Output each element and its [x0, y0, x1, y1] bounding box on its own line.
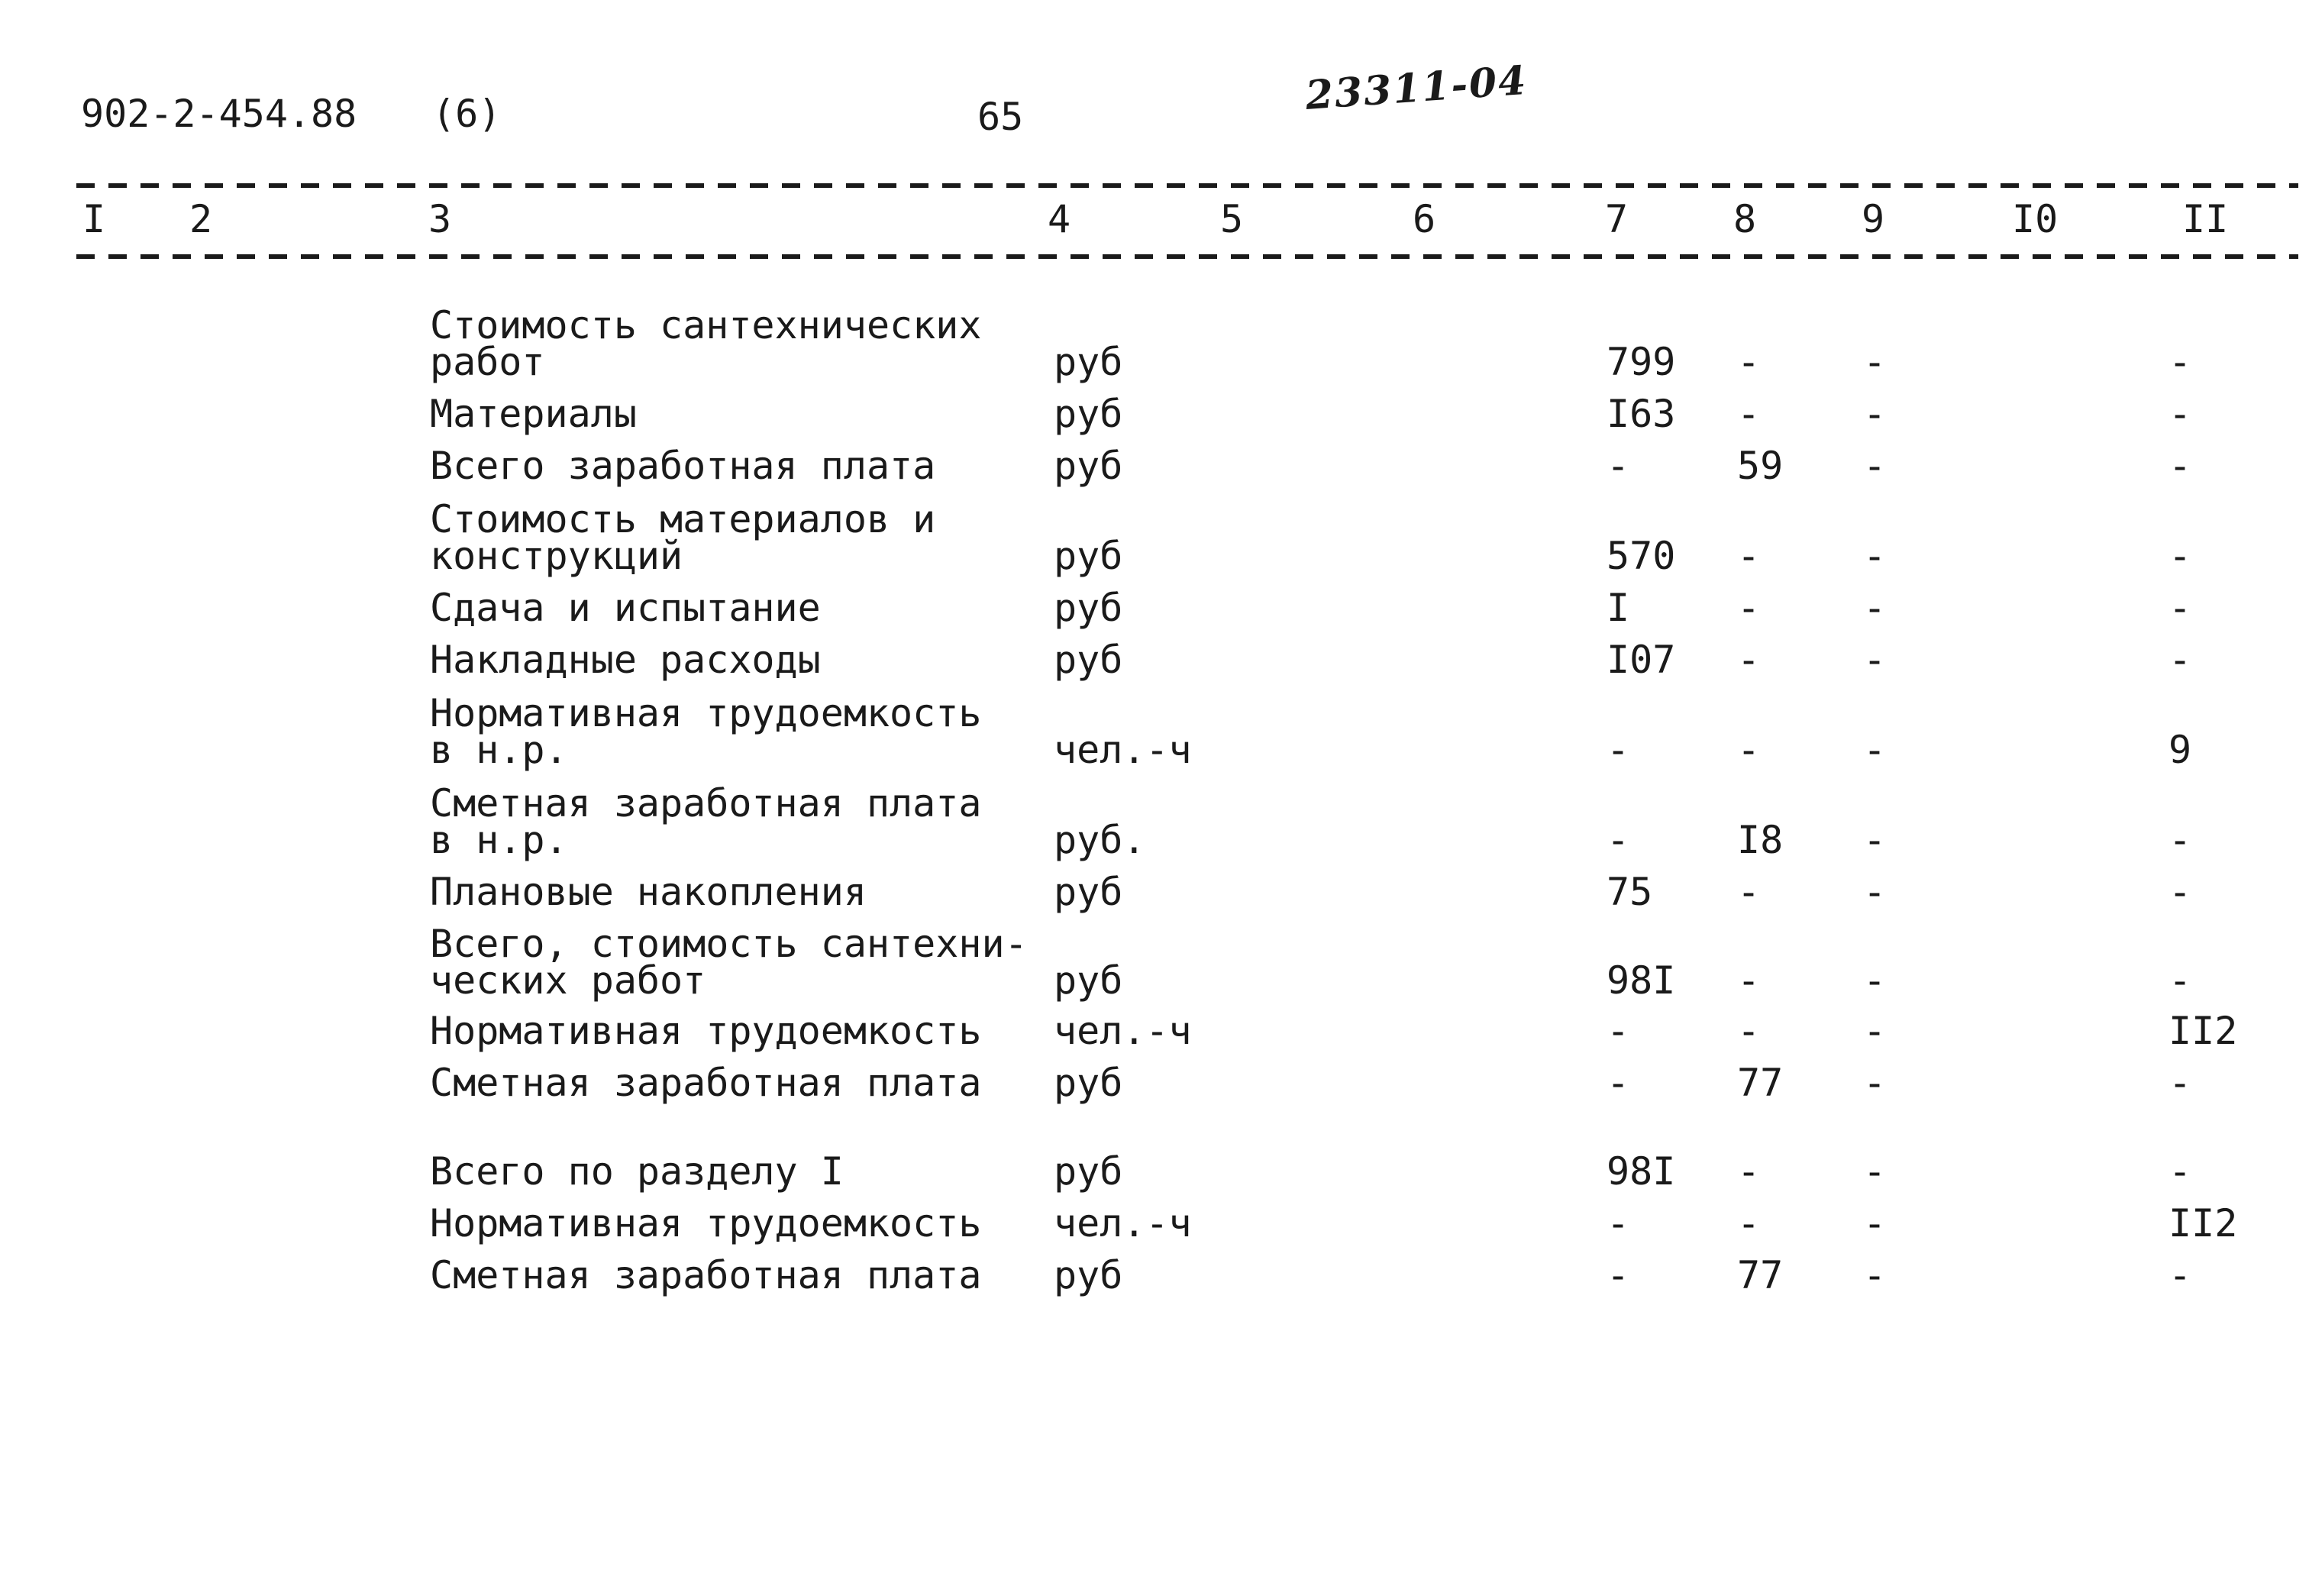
row-1-description: Стоимость сантехнических работ — [430, 303, 982, 384]
row-7-description: Нормативная трудоемкость в н.р. — [430, 691, 982, 772]
row-2-description: Материалы — [430, 392, 637, 436]
row-12-col7: - — [1607, 1061, 1630, 1105]
column-number-3: 3 — [428, 197, 452, 241]
row-14-col7: - — [1607, 1201, 1630, 1245]
row-10-col7: 98I — [1607, 958, 1676, 1003]
row-9-col9: - — [1863, 870, 1887, 914]
column-number-9: 9 — [1862, 197, 1885, 241]
row-2-col8: - — [1737, 392, 1761, 436]
row-1-col11: - — [2169, 340, 2192, 384]
row-15-unit: руб — [1054, 1253, 1123, 1297]
page-number: 65 — [977, 95, 1024, 139]
row-10-col11: - — [2169, 958, 2192, 1003]
column-number-6: 6 — [1413, 197, 1436, 241]
row-7-col9: - — [1863, 728, 1887, 772]
row-13-col7: 98I — [1607, 1149, 1676, 1194]
row-5-description: Сдача и испытание — [430, 586, 821, 630]
row-12-description: Сметная заработная плата — [430, 1061, 982, 1105]
row-6-col11: - — [2169, 638, 2192, 682]
row-8-col9: - — [1863, 818, 1887, 862]
row-12-col9: - — [1863, 1061, 1887, 1105]
row-1-col9: - — [1863, 340, 1887, 384]
row-15-col11: - — [2169, 1253, 2192, 1297]
row-9-unit: руб — [1054, 870, 1123, 914]
row-8-col8: I8 — [1737, 818, 1784, 862]
row-8-unit: руб. — [1054, 818, 1146, 862]
row-14-description: Нормативная трудоемкость — [430, 1201, 982, 1245]
column-number-1: I — [82, 197, 106, 241]
row-4-description: Стоимость материалов и конструкций — [430, 497, 936, 578]
row-1-col8: - — [1737, 340, 1761, 384]
row-3-col11: - — [2169, 444, 2192, 488]
row-4-col9: - — [1863, 534, 1887, 578]
row-11-col8: - — [1737, 1009, 1761, 1053]
row-3-col8: 59 — [1737, 444, 1784, 488]
row-6-unit: руб — [1054, 638, 1123, 682]
row-5-col9: - — [1863, 586, 1887, 630]
row-13-col9: - — [1863, 1149, 1887, 1194]
row-5-col8: - — [1737, 586, 1761, 630]
doc-part: (6) — [432, 92, 502, 136]
row-1-col7: 799 — [1607, 340, 1676, 384]
row-6-col7: I07 — [1607, 638, 1676, 682]
row-10-unit: руб — [1054, 958, 1123, 1003]
row-8-col7: - — [1607, 818, 1630, 862]
column-number-7: 7 — [1605, 197, 1629, 241]
row-4-col8: - — [1737, 534, 1761, 578]
row-8-col11: - — [2169, 818, 2192, 862]
column-number-2: 2 — [189, 197, 213, 241]
row-5-unit: руб — [1054, 586, 1123, 630]
row-9-description: Плановые накопления — [430, 870, 867, 914]
column-number-8: 8 — [1733, 197, 1757, 241]
row-12-unit: руб — [1054, 1061, 1123, 1105]
row-11-col7: - — [1607, 1009, 1630, 1053]
row-7-unit: чел.-ч — [1054, 728, 1192, 772]
row-15-col8: 77 — [1737, 1253, 1784, 1297]
row-3-col7: - — [1607, 444, 1630, 488]
column-number-5: 5 — [1220, 197, 1244, 241]
row-11-description: Нормативная трудоемкость — [430, 1009, 982, 1053]
row-1-unit: руб — [1054, 340, 1123, 384]
row-14-col9: - — [1863, 1201, 1887, 1245]
row-15-description: Сметная заработная плата — [430, 1253, 982, 1297]
row-4-unit: руб — [1054, 534, 1123, 578]
row-8-description: Сметная заработная плата в н.р. — [430, 781, 982, 862]
row-14-col8: - — [1737, 1201, 1761, 1245]
table-header-rule — [76, 254, 2298, 259]
row-10-description: Всего, стоимость сантехни- ческих работ — [430, 922, 1028, 1003]
row-6-col8: - — [1737, 638, 1761, 682]
row-2-col11: - — [2169, 392, 2192, 436]
row-12-col11: - — [2169, 1061, 2192, 1105]
row-14-unit: чел.-ч — [1054, 1201, 1192, 1245]
row-13-col8: - — [1737, 1149, 1761, 1194]
row-12-col8: 77 — [1737, 1061, 1784, 1105]
row-3-col9: - — [1863, 444, 1887, 488]
row-13-unit: руб — [1054, 1149, 1123, 1194]
row-9-col7: 75 — [1607, 870, 1653, 914]
row-3-unit: руб — [1054, 444, 1123, 488]
row-13-col11: - — [2169, 1149, 2192, 1194]
row-7-col7: - — [1607, 728, 1630, 772]
row-9-col11: - — [2169, 870, 2192, 914]
row-4-col7: 570 — [1607, 534, 1676, 578]
row-14-col11: II2 — [2169, 1201, 2238, 1245]
row-10-col9: - — [1863, 958, 1887, 1003]
row-6-description: Накладные расходы — [430, 638, 821, 682]
row-2-col7: I63 — [1607, 392, 1676, 436]
row-11-col9: - — [1863, 1009, 1887, 1053]
row-15-col9: - — [1863, 1253, 1887, 1297]
row-10-col8: - — [1737, 958, 1761, 1003]
handwritten-stamp: 23311-04 — [1303, 57, 1529, 119]
row-2-col9: - — [1863, 392, 1887, 436]
column-number-4: 4 — [1048, 197, 1071, 241]
column-number-11: II — [2182, 197, 2229, 241]
doc-number: 902-2-454.88 — [81, 92, 357, 136]
row-13-description: Всего по разделу I — [430, 1149, 844, 1194]
table-top-rule — [76, 183, 2298, 188]
row-5-col11: - — [2169, 586, 2192, 630]
row-7-col8: - — [1737, 728, 1761, 772]
row-15-col7: - — [1607, 1253, 1630, 1297]
row-7-col11: 9 — [2169, 728, 2192, 772]
row-9-col8: - — [1737, 870, 1761, 914]
column-number-10: I0 — [2012, 197, 2059, 241]
row-4-col11: - — [2169, 534, 2192, 578]
row-11-col11: II2 — [2169, 1009, 2238, 1053]
row-3-description: Всего заработная плата — [430, 444, 936, 488]
row-2-unit: руб — [1054, 392, 1123, 436]
row-6-col9: - — [1863, 638, 1887, 682]
row-5-col7: I — [1607, 586, 1630, 630]
row-11-unit: чел.-ч — [1054, 1009, 1192, 1053]
